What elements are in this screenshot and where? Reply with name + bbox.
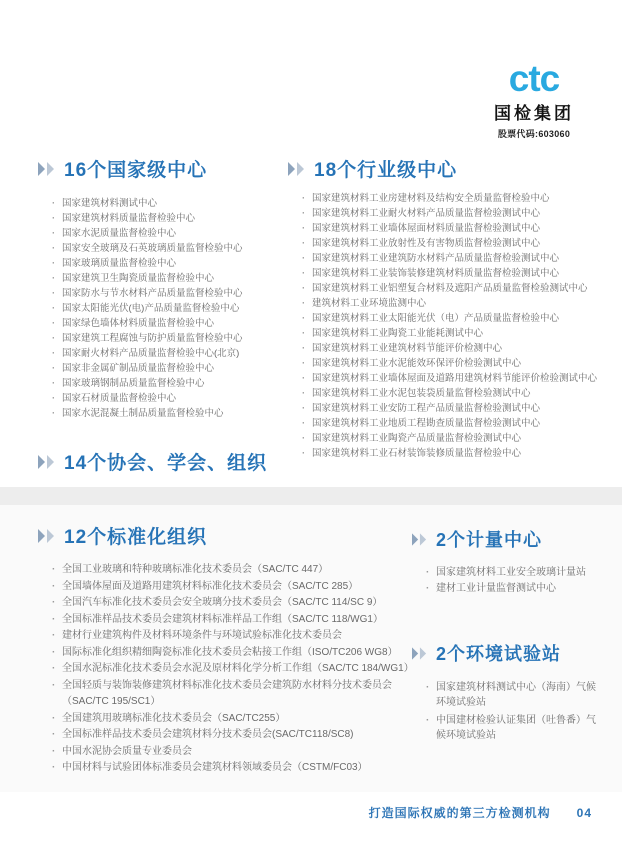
ctc-logo (474, 60, 594, 140)
double-chevron-right-icon (288, 162, 305, 176)
list-item: · 国家石材质量监督检验中心 (52, 391, 288, 406)
list-item: · 国家水泥混凝土制品质量监督检验中心 (52, 406, 288, 421)
list-item: · 全国汽车标准化技术委员会安全玻璃分技术委员会（SAC/TC 114/SC 9） (52, 595, 416, 612)
list-item: · 国家建筑材料工业水泥包装袋质量监督检验测试中心 (302, 386, 620, 401)
list-item: · 国家耐火材料产品质量监督检验中心(北京) (52, 346, 288, 361)
double-chevron-right-icon (38, 162, 55, 176)
environment-stations-heading (412, 640, 600, 666)
section-title: 18个行业级中心 (314, 160, 458, 181)
national-centers-heading (38, 155, 288, 182)
section-divider-band (0, 487, 622, 505)
list-item: · 国家建筑材料工业建筑防水材料产品质量监督检验测试中心 (302, 251, 620, 266)
section-title: 16个国家级中心 (64, 160, 208, 181)
industry-centers-heading (288, 155, 620, 182)
metrology-centers-heading (412, 526, 612, 552)
double-chevron-right-icon (38, 455, 55, 469)
list-item: · 国家建筑材料工业装饰装修建筑材料质量监督检验测试中心 (302, 266, 620, 281)
list-item: · 中国水泥协会质量专业委员会 (52, 744, 416, 761)
list-item: · 国家建筑材料工业放射性及有害物质监督检验测试中心 (302, 236, 620, 251)
list-item: · 中国建材检验认证集团（吐鲁番）气候环境试验站 (426, 713, 600, 743)
list-item: · 国家绿色墙体材料质量监督检验中心 (52, 316, 288, 331)
associations-heading (38, 448, 267, 475)
list-item: · 建筑材料工业环境监测中心 (302, 296, 620, 311)
list-item: · 国家太阳能光伏(电)产品质量监督检验中心 (52, 301, 288, 316)
section-title: 12个标准化组织 (64, 527, 208, 548)
list-item: · 国家水泥质量监督检验中心 (52, 226, 288, 241)
standards-orgs-section (38, 522, 416, 777)
list-item: · 国家建筑材料测试中心（海南）气候环境试验站 (426, 680, 600, 710)
list-item: · 国家建筑材料工业石材装饰装修质量监督检验中心 (302, 446, 620, 461)
list-item: · 全国墙体屋面及道路用建筑材料标准化技术委员会（SAC/TC 285） (52, 579, 416, 596)
logo-stock-code: 股票代码:603060 (497, 129, 571, 139)
section-title: 14个协会、学会、组织 (64, 453, 268, 474)
list-item: · 全国水泥标准化技术委员会水泥及原材料化学分析工作组（SAC/TC 184/WG1） (52, 661, 416, 678)
industry-centers-section (288, 155, 620, 461)
list-item: · 国家建筑材料工业安全玻璃计量站 (426, 565, 612, 581)
list-item: · 国家建筑材料工业房建材料及结构安全质量监督检验中心 (302, 191, 620, 206)
list-item: · 国家建筑材料工业地质工程勘查质量监督检验测试中心 (302, 416, 620, 431)
metrology-centers-section (412, 526, 612, 597)
section-title: 2个计量中心 (436, 530, 543, 550)
national-centers-section (38, 155, 288, 421)
list-item: · 国家建筑工程腐蚀与防护质量监督检验中心 (52, 331, 288, 346)
list-item: · 全国标准样品技术委员会建筑材料标准样品工作组（SAC/TC 118/WG1） (52, 612, 416, 629)
list-item: · 国家建筑材料工业水泥能效环保评价检验测试中心 (302, 356, 620, 371)
list-item: · 国家玻璃质量监督检验中心 (52, 256, 288, 271)
list-item: · 国家建筑材料测试中心 (52, 196, 288, 211)
environment-stations-section (412, 640, 600, 746)
list-item: · 国家建筑材料工业墙体屋面及道路用建筑材料节能评价检验测试中心 (302, 371, 620, 386)
page-number: 04 (576, 806, 592, 820)
list-item: · 全国标准样品技术委员会建筑材料分技术委员会(SAC/TC118/SC8) (52, 727, 416, 744)
standards-orgs-list (38, 562, 416, 777)
list-item: · 国家建筑材料工业建筑材料节能评价检测中心 (302, 341, 620, 356)
environment-stations-list (412, 680, 600, 743)
list-item: · 建材工业计量监督测试中心 (426, 581, 612, 597)
national-centers-list (38, 196, 288, 421)
industry-centers-list (288, 191, 620, 461)
list-item: · 国家建筑材料工业铝塑复合材料及遮阳产品质量监督检验测试中心 (302, 281, 620, 296)
double-chevron-right-icon (38, 529, 55, 543)
list-item: · 国家防水与节水材料产品质量监督检验中心 (52, 286, 288, 301)
logo-company-name: 国检集团 (494, 104, 574, 123)
double-chevron-right-icon (412, 533, 427, 546)
list-item: · 国家建筑材料工业安防工程产品质量监督检验测试中心 (302, 401, 620, 416)
standards-orgs-heading (38, 522, 416, 549)
logo-brand: ctc (508, 58, 560, 99)
footer-slogan: 打造国际权威的第三方检测机构 (368, 806, 551, 820)
list-item: · 国家建筑材料工业耐火材料产品质量监督检验测试中心 (302, 206, 620, 221)
list-item: · 国家安全玻璃及石英玻璃质量监督检验中心 (52, 241, 288, 256)
page-footer (369, 804, 592, 821)
list-item: · 国家建筑材料质量监督检验中心 (52, 211, 288, 226)
list-item: · 国家建筑材料工业墙体屋面材料质量监督检验测试中心 (302, 221, 620, 236)
list-item: · 全国工业玻璃和特种玻璃标准化技术委员会（SAC/TC 447） (52, 562, 416, 579)
double-chevron-right-icon (412, 647, 427, 660)
list-item: · 全国建筑用玻璃标准化技术委员会（SAC/TC255） (52, 711, 416, 728)
list-item: · 国家建筑材料工业陶瓷产品质量监督检验测试中心 (302, 431, 620, 446)
list-item: · 国家玻璃钢制品质量监督检验中心 (52, 376, 288, 391)
metrology-centers-list (412, 565, 612, 597)
list-item: · 国家建筑材料工业太阳能光伏（电）产品质量监督检验中心 (302, 311, 620, 326)
list-item: · 国家建筑卫生陶瓷质量监督检验中心 (52, 271, 288, 286)
list-item: · 中国材料与试验团体标准委员会建筑材料领域委员会（CSTM/FC03） (52, 760, 416, 777)
list-item: · 国际标准化组织精细陶瓷标准化技术委员会粘接工作组（ISO/TC206 WG8） (52, 645, 416, 662)
list-item: · 国家建筑材料工业陶瓷工业能耗测试中心 (302, 326, 620, 341)
list-item: · 国家非金属矿制品质量监督检验中心 (52, 361, 288, 376)
section-title: 2个环境试验站 (436, 644, 562, 664)
list-item: · 建材行业建筑构件及材料环境条件与环境试验标准化技术委员会 (52, 628, 416, 645)
list-item: · 全国轻质与装饰装修建筑材料标准化技术委员会建筑防水材料分技术委员会（SAC/TC 195/SC1） (52, 678, 416, 711)
